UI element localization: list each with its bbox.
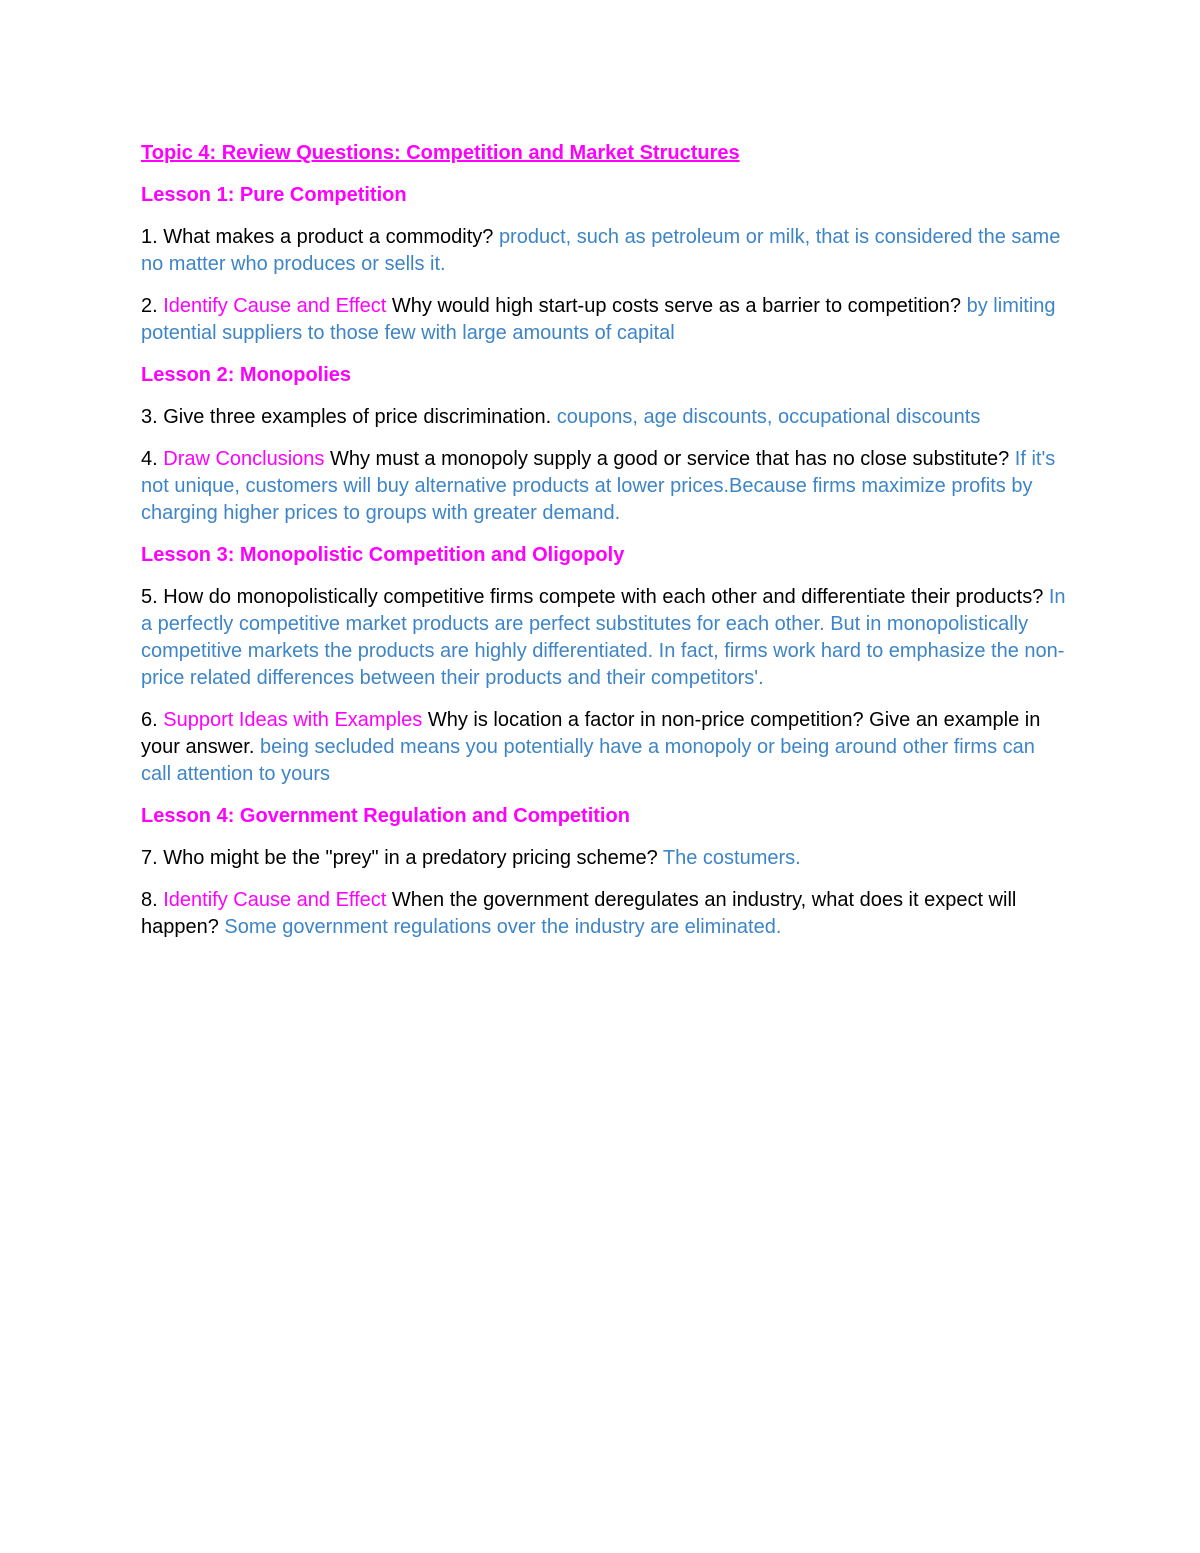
- answer-text: product, such as petroleum or milk, that is considered the same no matter who produces or sells it.: [141, 226, 1061, 275]
- question-number: 8.: [141, 889, 158, 911]
- answer-text: by limiting potential suppliers to those few with large amounts of capital: [141, 295, 1056, 344]
- answer-text: being secluded means you potentially have a monopoly or being around other firms can call attention to yours: [141, 736, 1035, 785]
- question-text: Why must a monopoly supply a good or service that has no close substitute?: [324, 448, 1015, 470]
- question-text: Why would high start-up costs serve as a barrier to competition?: [386, 295, 967, 317]
- question-item: [141, 584, 1066, 692]
- question-number: 2.: [141, 295, 158, 317]
- question-text: How do monopolistically competitive firms compete with each other and differentiate their products?: [157, 586, 1049, 608]
- document-page: [141, 140, 1066, 956]
- question-text: Why is location a factor in non-price competition? Give an example in your answer.: [141, 709, 1041, 758]
- question-skill: Identify Cause and Effect: [157, 889, 387, 911]
- answer-text: If it's not unique, customers will buy alternative products at lower prices.Because firms maximize profits by charging higher prices to groups with greater demand.: [141, 448, 1056, 524]
- question-number: 1.: [141, 226, 158, 248]
- question-number: 4.: [141, 448, 158, 470]
- question-number: 5.: [141, 586, 158, 608]
- question-item: [141, 446, 1066, 527]
- answer-text: The costumers.: [662, 847, 801, 869]
- question-item: [141, 845, 1066, 872]
- question-item: [141, 404, 1066, 431]
- lesson-heading: Lesson 2: Monopolies: [141, 364, 352, 386]
- question-skill: Draw Conclusions: [157, 448, 325, 470]
- document-title: Topic 4: Review Questions: Competition and Market Structures: [141, 142, 740, 164]
- question-item: [141, 293, 1066, 347]
- question-item: [141, 887, 1066, 941]
- question-text: What makes a product a commodity?: [157, 226, 499, 248]
- question-item: [141, 224, 1066, 278]
- question-number: 7.: [141, 847, 158, 869]
- answer-text: In a perfectly competitive market products are perfect substitutes for each other. But in monopolistically competitive markets the products are highly differentiated. In fact, firms work hard to emphasize the non-price related differences between their products and their competitors'.: [141, 586, 1066, 689]
- question-number: 6.: [141, 709, 158, 731]
- lesson-heading: Lesson 3: Monopolistic Competition and Oligopoly: [141, 544, 625, 566]
- question-item: [141, 707, 1066, 788]
- question-text: Who might be the "prey" in a predatory pricing scheme?: [157, 847, 663, 869]
- question-text: Give three examples of price discrimination.: [157, 406, 557, 428]
- answer-text: coupons, age discounts, occupational discounts: [556, 406, 981, 428]
- question-skill: Support Ideas with Examples: [157, 709, 423, 731]
- lesson-heading: Lesson 1: Pure Competition: [141, 184, 407, 206]
- question-text: When the government deregulates an industry, what does it expect will happen?: [141, 889, 1017, 938]
- answer-text: Some government regulations over the industry are eliminated.: [224, 916, 782, 938]
- question-number: 3.: [141, 406, 158, 428]
- lesson-heading: Lesson 4: Government Regulation and Competition: [141, 805, 630, 827]
- question-skill: Identify Cause and Effect: [157, 295, 387, 317]
